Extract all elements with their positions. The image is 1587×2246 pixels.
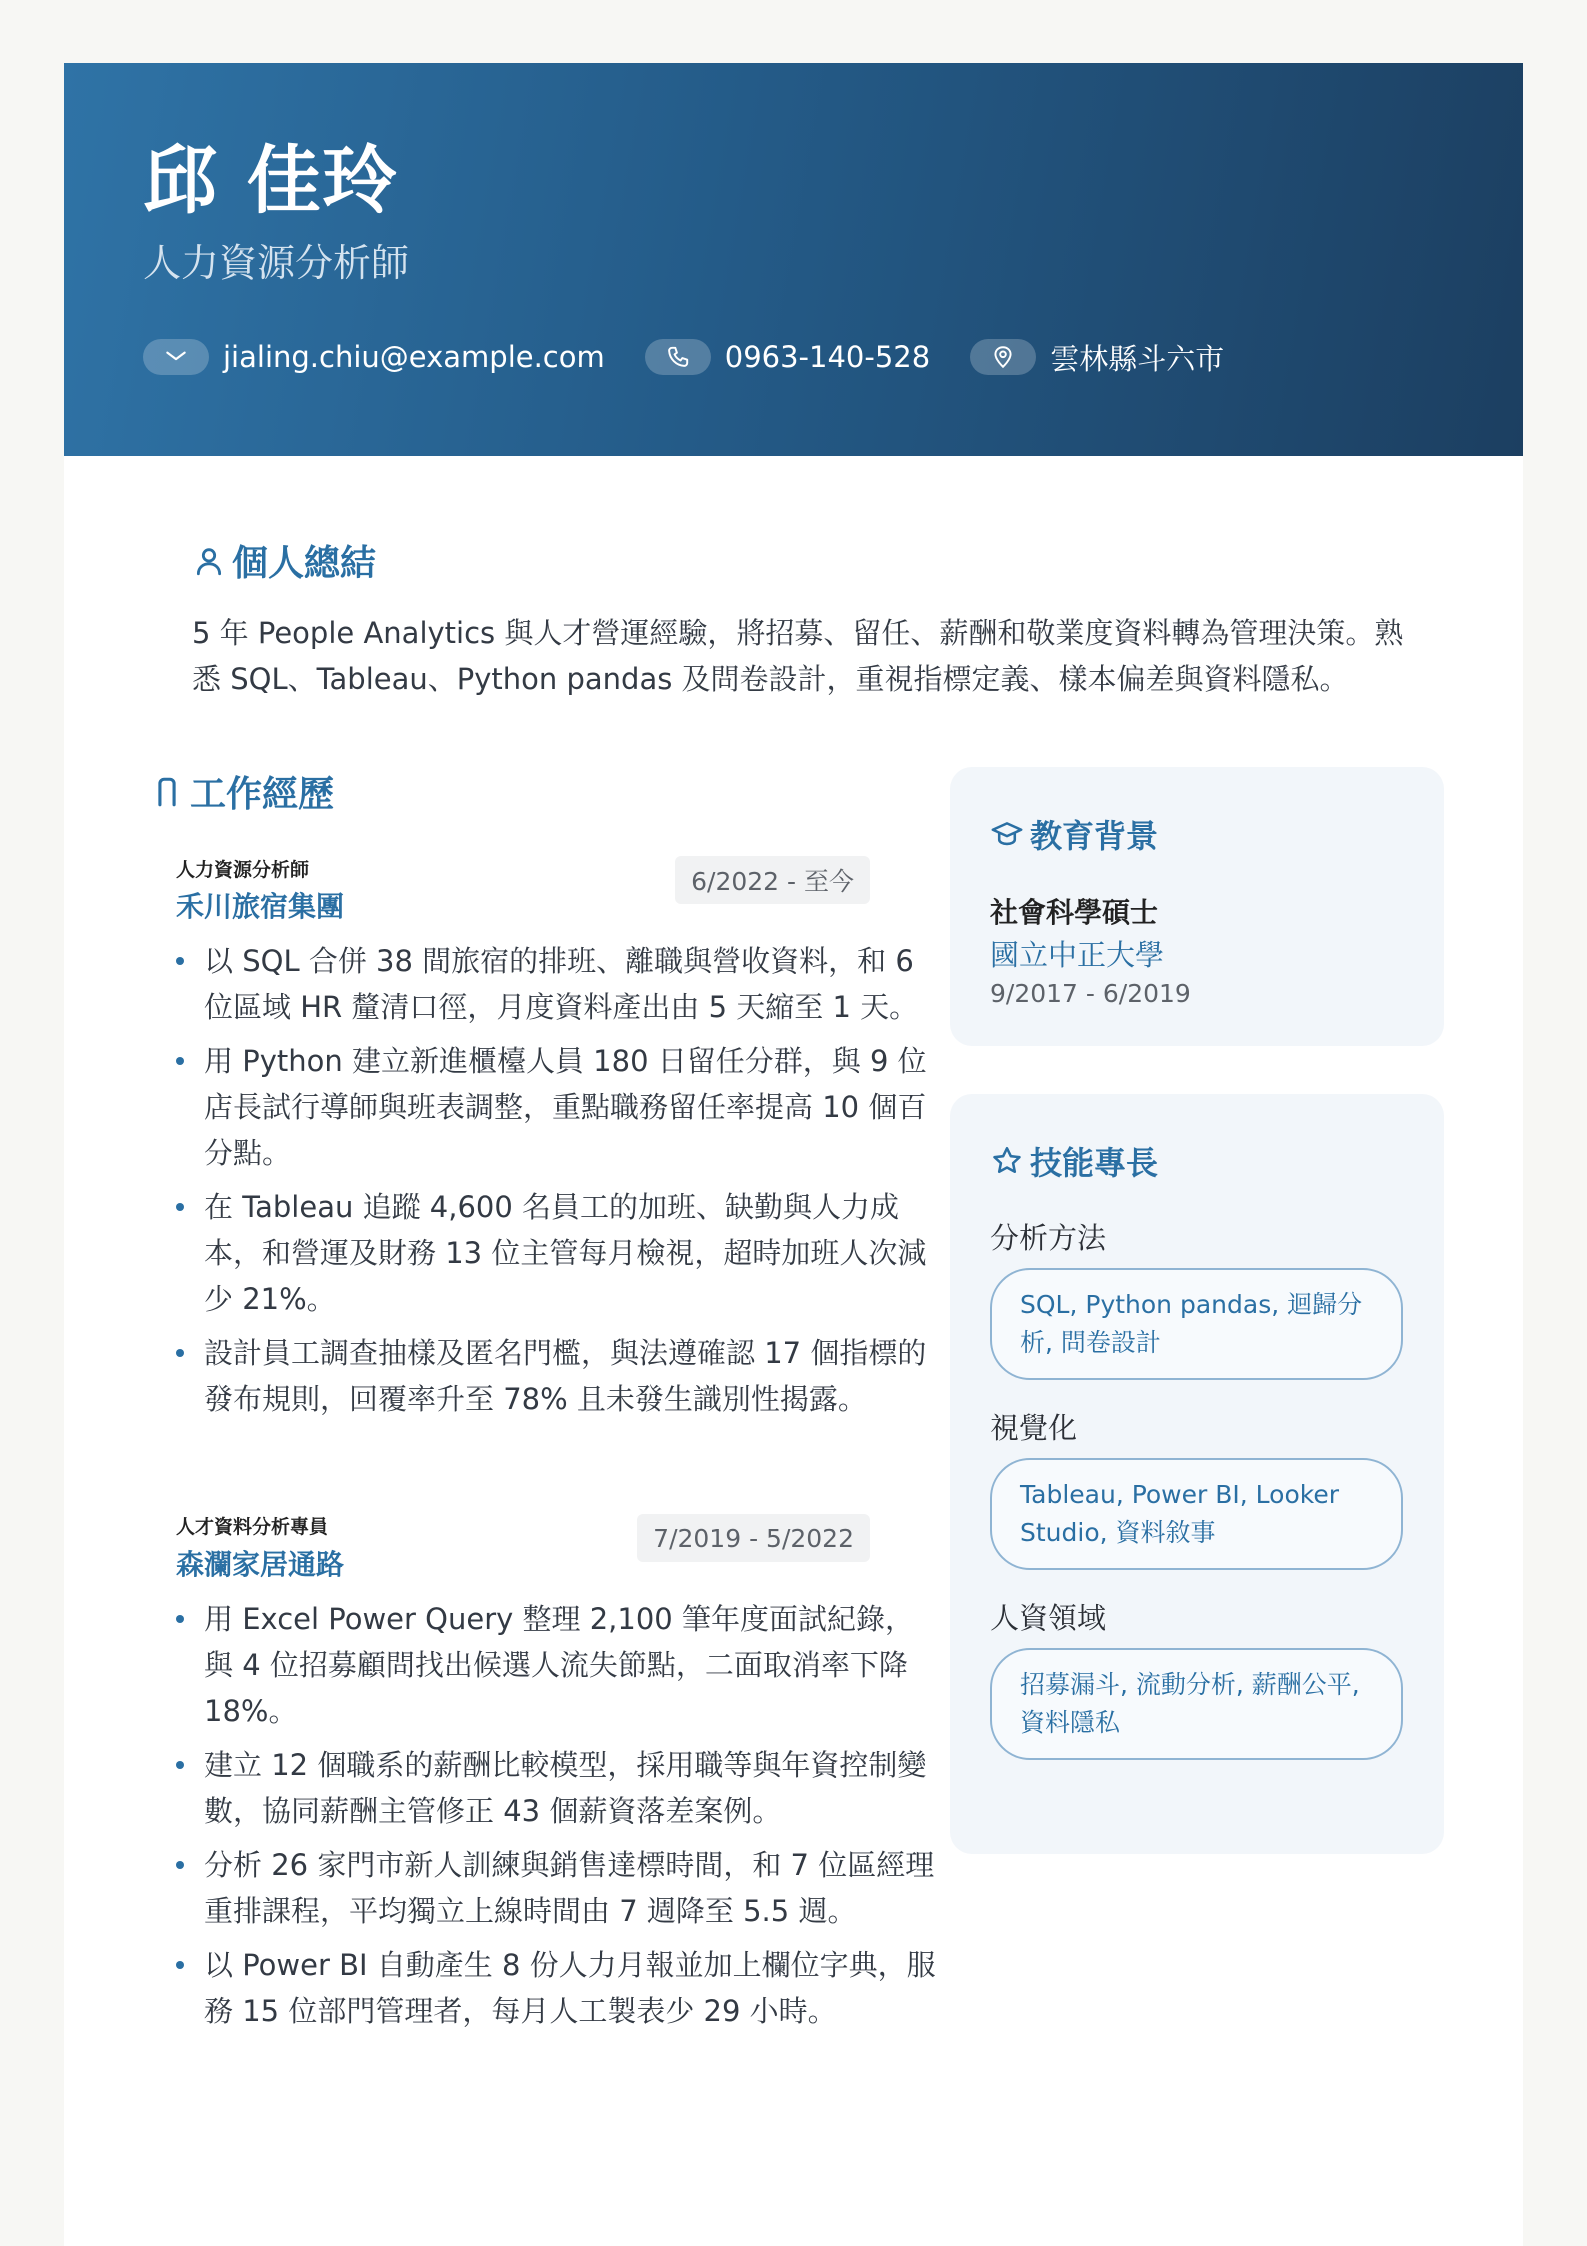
job-bullet: 以 Power BI 自動產生 8 份人力月報並加上欄位字典，服務 15 位部門管理者，每月人工製表少 29 小時。	[176, 1942, 936, 2034]
education-heading	[990, 811, 1158, 857]
contact-phone[interactable]	[645, 339, 930, 375]
education-degree: 社會科學碩士	[990, 896, 1159, 929]
skills-card	[950, 1094, 1444, 1854]
map-pin-icon	[970, 339, 1036, 375]
job-bullet: 用 Python 建立新進櫃檯人員 180 日留任分群，與 9 位店長試行導師與班表調整，重點職務留任率提高 10 個百分點。	[176, 1038, 936, 1176]
candidate-name: 邱 佳玲	[143, 138, 399, 224]
skill-category: 分析方法	[990, 1221, 1107, 1255]
job-bullet: 分析 26 家門市新人訓練與銷售達標時間，和 7 位區經理重排課程，平均獨立上線時間由 7 週降至 5.5 週。	[176, 1842, 936, 1934]
education-school: 國立中正大學	[990, 938, 1165, 972]
location-text: 雲林縣斗六市	[1050, 341, 1225, 376]
phone-text[interactable]: 0963-140-528	[724, 340, 931, 374]
contact-bar	[143, 333, 1264, 381]
job-role: 人力資源分析師	[176, 859, 310, 881]
experience-title: 工作經歷	[190, 774, 335, 815]
skills-heading	[990, 1138, 1158, 1184]
skills-title: 技能專長	[1030, 1144, 1159, 1182]
contact-email[interactable]	[143, 339, 605, 375]
job-dates: 6/2022 - 至今	[675, 856, 870, 904]
envelope-icon	[143, 339, 209, 375]
skill-tags: 招募漏斗, 流動分析, 薪酬公平, 資料隱私	[990, 1648, 1403, 1760]
resume-header	[64, 63, 1523, 456]
summary-text: 5 年 People Analytics 與人才營運經驗，將招募、留任、薪酬和敬業度資料轉為管理決策。熟悉 SQL、Tableau、Python pandas 及問卷設計，重視指標定義、樣本偏差與資料隱私。	[192, 616, 1404, 696]
phone-icon	[645, 339, 711, 375]
education-title: 教育背景	[1030, 817, 1159, 855]
job-company: 森瀾家居通路	[176, 1548, 345, 1581]
email-text[interactable]: jialing.chiu@example.com	[223, 340, 605, 374]
skill-category: 人資領域	[990, 1601, 1107, 1635]
job-bullet: 用 Excel Power Query 整理 2,100 筆年度面試紀錄，與 4 位招募顧問找出候選人流失節點，二面取消率下降 18%。	[176, 1596, 936, 1734]
candidate-role: 人力資源分析師	[143, 241, 410, 285]
skill-category: 視覺化	[990, 1411, 1078, 1445]
education-dates: 9/2017 - 6/2019	[990, 979, 1191, 1008]
job-bullets	[176, 938, 936, 1430]
job-bullet: 在 Tableau 追蹤 4,600 名員工的加班、缺勤與人力成本，和營運及財務 13 位主管每月檢視，超時加班人次減少 21%。	[176, 1184, 936, 1322]
job-company: 禾川旅宿集團	[176, 890, 345, 923]
skill-tags: SQL, Python pandas, 迴歸分析, 問卷設計	[990, 1268, 1403, 1380]
briefcase-icon	[150, 775, 184, 809]
graduation-cap-icon	[990, 817, 1024, 851]
job-role: 人才資料分析專員	[176, 1516, 329, 1538]
experience-heading	[150, 766, 334, 817]
resume-page	[64, 63, 1523, 2246]
education-card	[950, 767, 1444, 1046]
job-bullet: 建立 12 個職系的薪酬比較模型，採用職等與年資控制變數，協同薪酬主管修正 43 個薪資落差案例。	[176, 1742, 936, 1834]
person-icon	[192, 544, 226, 578]
contact-location	[970, 337, 1224, 378]
job-bullet: 設計員工調查抽樣及匿名門檻，與法遵確認 17 個指標的發布規則，回覆率升至 78% 且未發生識別性揭露。	[176, 1330, 936, 1422]
job-bullets	[176, 1596, 936, 2042]
star-icon	[990, 1144, 1024, 1178]
summary-heading	[192, 535, 376, 586]
job-bullet: 以 SQL 合併 38 間旅宿的排班、離職與營收資料，和 6 位區域 HR 釐清口徑，月度資料產出由 5 天縮至 1 天。	[176, 938, 936, 1030]
summary-title: 個人總結	[232, 543, 377, 584]
job-dates: 7/2019 - 5/2022	[637, 1514, 870, 1562]
skill-tags: Tableau, Power BI, Looker Studio, 資料敘事	[990, 1458, 1403, 1570]
